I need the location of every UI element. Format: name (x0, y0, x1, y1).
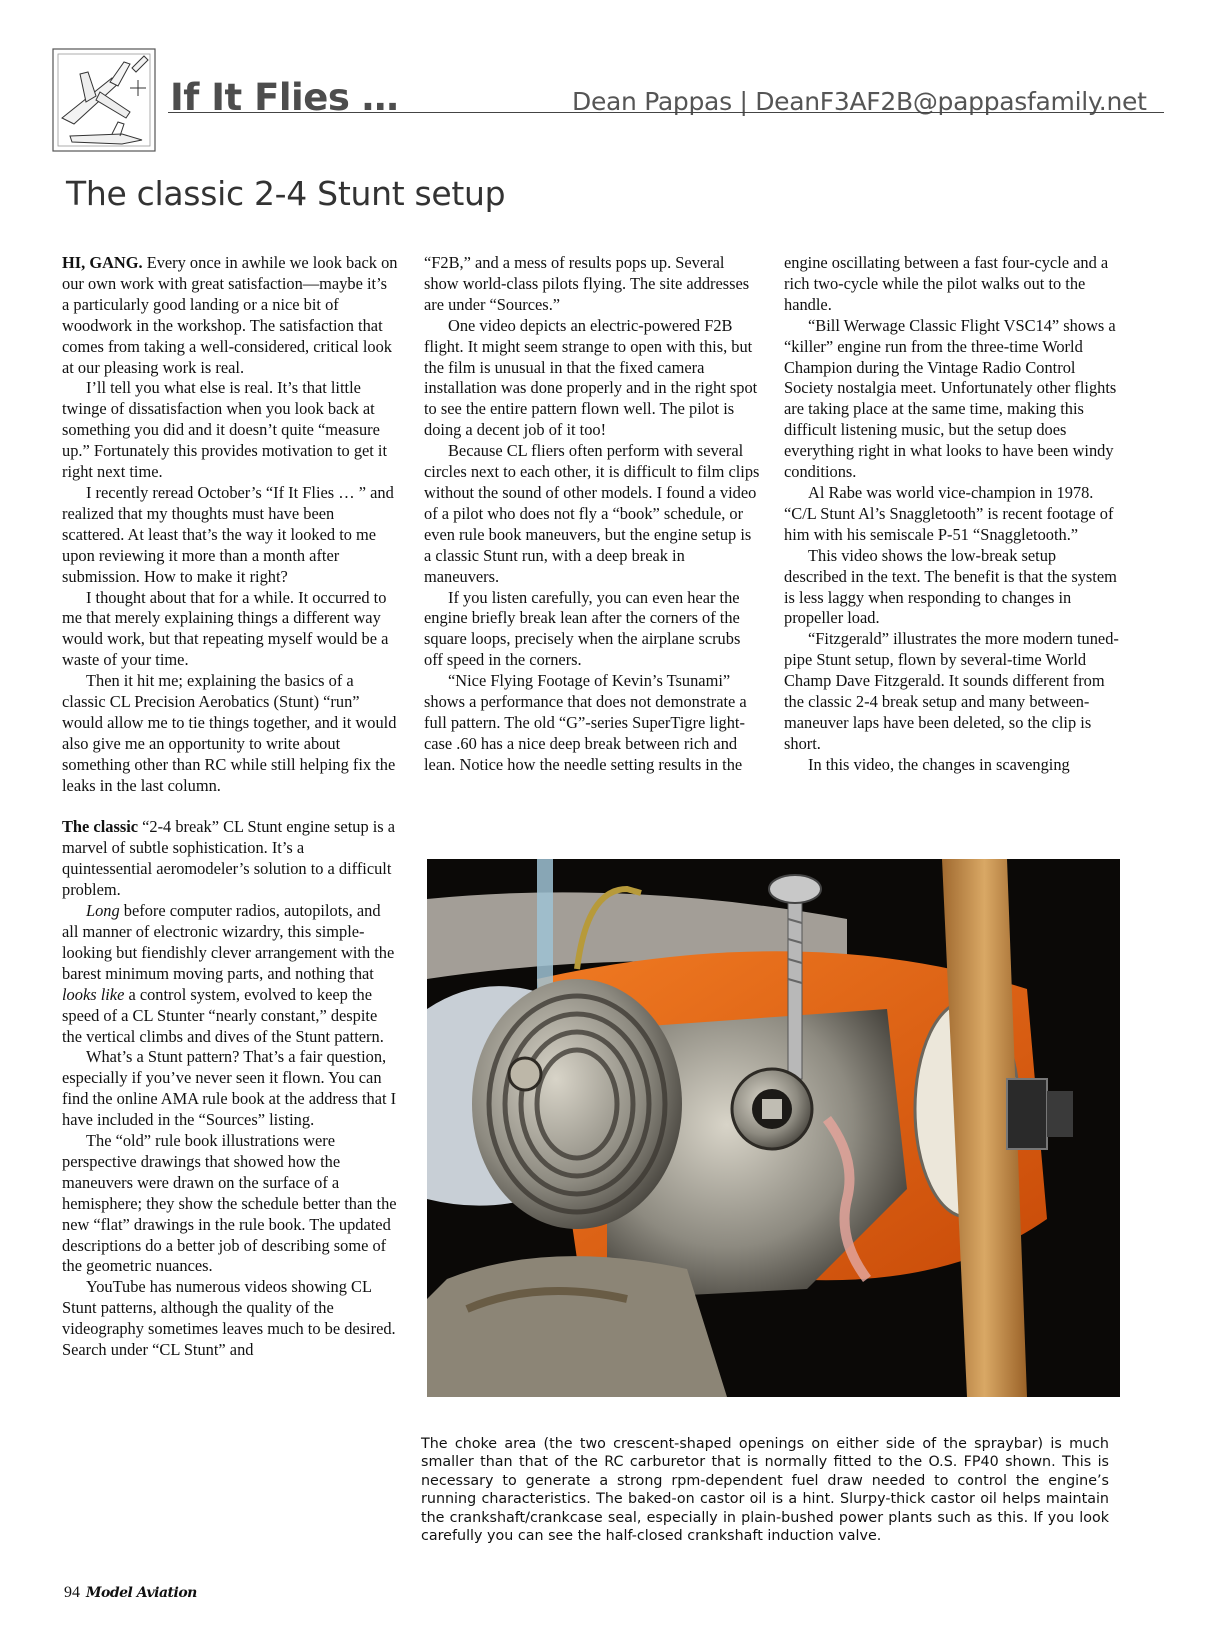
column-title: If It Flies … (170, 76, 399, 119)
paragraph: “Fitzgerald” illustrates the more modern tuned-pipe Stunt setup, flown by several-time World Champ Dave Fitzgerald. It sounds different from the classic 2-4 break setup and many between-maneuver laps have been deleted, so the clip is short. (784, 629, 1119, 753)
lead-in: HI, GANG. (62, 253, 143, 272)
paragraph: I thought about that for a while. It occurred to me that merely explaining things a different way would work, but that repeating myself would be a waste of your time. (62, 587, 389, 670)
paragraph (62, 253, 398, 378)
paragraph: engine oscillating between a fast four-cycle and a rich two-cycle while the pilot walks out to the handle. (784, 253, 1109, 314)
body-column-2 (424, 253, 762, 776)
paragraph (62, 901, 398, 1047)
paragraph: “F2B,” and a mess of results pops up. Several show world-class pilots flying. The site addresses are under “Sources.” (424, 253, 750, 314)
italic-text: looks like (62, 984, 125, 1004)
body-column-1 (62, 253, 398, 1361)
paragraph: If you listen carefully, you can even hear the engine briefly break lean after the corners of the square loops, precisely when the airplane scrubs off speed in the corners. (424, 587, 741, 670)
author-line: Dean Pappas | DeanF3AF2B@pappasfamily.net (572, 87, 1147, 116)
paragraph-text: “2-4 break” CL Stunt engine setup is a marvel of subtle sophistication. It’s a quintessential aeromodeler’s solution to a difficult problem. (62, 817, 396, 900)
paragraph-text: a control system, evolved to keep the speed of a CL Stunter “nearly constant,” despite the vertical climbs and dives of the Stunt pattern. (62, 984, 384, 1046)
column-logo-icon (52, 48, 156, 152)
paragraph: YouTube has numerous videos showing CL Stunt patterns, although the quality of the videography sometimes leaves much to be desired. Search under “CL Stunt” and (62, 1277, 396, 1360)
photo-caption: The choke area (the two crescent-shaped openings on either side of the spraybar) is much smaller than that of the RC carburetor that is normally fitted to the O.S. FP40 shown. This is necessary to generate a strong rpm-dependent fuel draw needed to control the engine’s running characteristics. The baked-on castor oil is a hint. Slurpy-thick castor oil helps maintain the crankshaft/crankcase seal, especially in plain-bushed power plants such as this. If you look carefully you can see the half-closed crankshaft induction valve. (421, 1436, 1109, 1545)
paragraph: I recently reread October’s “If It Flies … ” and realized that my thoughts must have been scattered. At least that’s the way it looked to me upon reviewing it more than a month after submission. How to make it right? (62, 482, 394, 586)
paragraph: What’s a Stunt pattern? That’s a fair question, especially if you’ve never seen it flown. You can find the online AMA rule book at the address that I have included in the “Sources” listing. (62, 1047, 397, 1130)
article-headline: The classic 2-4 Stunt setup (66, 174, 506, 213)
page-footer (64, 1584, 197, 1602)
paragraph: The “old” rule book illustrations were perspective drawings that showed how the maneuvers were drawn on the surface of a hemisphere; they show the schedule better than the new “flat” drawings in the rule book. The updated descriptions do a better job of describing some of the geometric nuances. (62, 1131, 397, 1276)
paragraph-text: before computer radios, autopilots, and all manner of electronic wizardry, this simple-looking but fiendishly clever arrangement with the barest minimum moving parts, and nothing that (62, 901, 395, 983)
section-lead: The classic (62, 817, 139, 837)
body-column-3 (784, 253, 1122, 776)
paragraph: Because CL fliers often perform with several circles next to each other, it is difficult to film clips without the sound of other models. I found a video of a pilot who does not fly a “book” schedule, or even rule book maneuvers, but the engine setup is a classic Stunt run, with a deep break in maneuvers. (424, 441, 760, 586)
paragraph: One video depicts an electric-powered F2B flight. It might seem strange to open with this, but the film is unusual in that the fixed camera installation was done properly and in the right spot to see the entire pattern flown well. The pilot is doing a decent job of it too! (424, 315, 758, 440)
italic-text: Long (86, 901, 120, 921)
header-rule (168, 112, 1164, 113)
engine-photo (427, 859, 1120, 1397)
paragraph: In this video, the changes in scavenging (808, 754, 1070, 774)
paragraph: I’ll tell you what else is real. It’s that little twinge of dissatisfaction when you look back at something you did and it doesn’t quite “measure up.” Fortunately this provides motivation to get it right next time. (62, 378, 388, 482)
paragraph: Then it hit me; explaining the basics of a classic CL Precision Aerobatics (Stunt) “run” would allow me to tie things together, and it would also give me an opportunity to write about something other than RC while still helping fix the leaks in the last column. (62, 671, 397, 795)
magazine-name: Model Aviation (86, 1585, 197, 1601)
paragraph: “Bill Werwage Classic Flight VSC14” shows a “killer” engine run from the three-time World Champion during the Vintage Radio Control Society nostalgia meet. Unfortunately other flights are taking place at the same time, making this difficult listening music, but the setup does everything right in what looks to have been windy conditions. (784, 315, 1117, 482)
paragraph-text: Every once in awhile we look back on our own work with great satisfaction—maybe it’s a particularly good landing or a nice bit of woodwork in the workshop. The satisfaction that comes from taking a well-considered, critical look at our pleasing work is real. (62, 253, 398, 377)
paragraph (62, 817, 398, 901)
paragraph: “Nice Flying Footage of Kevin’s Tsunami” shows a performance that does not demonstrate a full pattern. The old “G”-series SuperTigre light-case .60 has a nice deep break between rich and lean. Notice how the needle setting results in the (424, 671, 747, 774)
paragraph: Al Rabe was world vice-champion in 1978. “C/L Stunt Al’s Snaggletooth” is recent footage of him with his semiscale P-51 “Snaggletooth.” (784, 482, 1114, 544)
engine-illustration (427, 859, 1120, 1397)
page-number: 94 (64, 1584, 80, 1601)
paragraph: This video shows the low-break setup described in the text. The benefit is that the system is less laggy when responding to changes in propeller load. (784, 545, 1117, 628)
